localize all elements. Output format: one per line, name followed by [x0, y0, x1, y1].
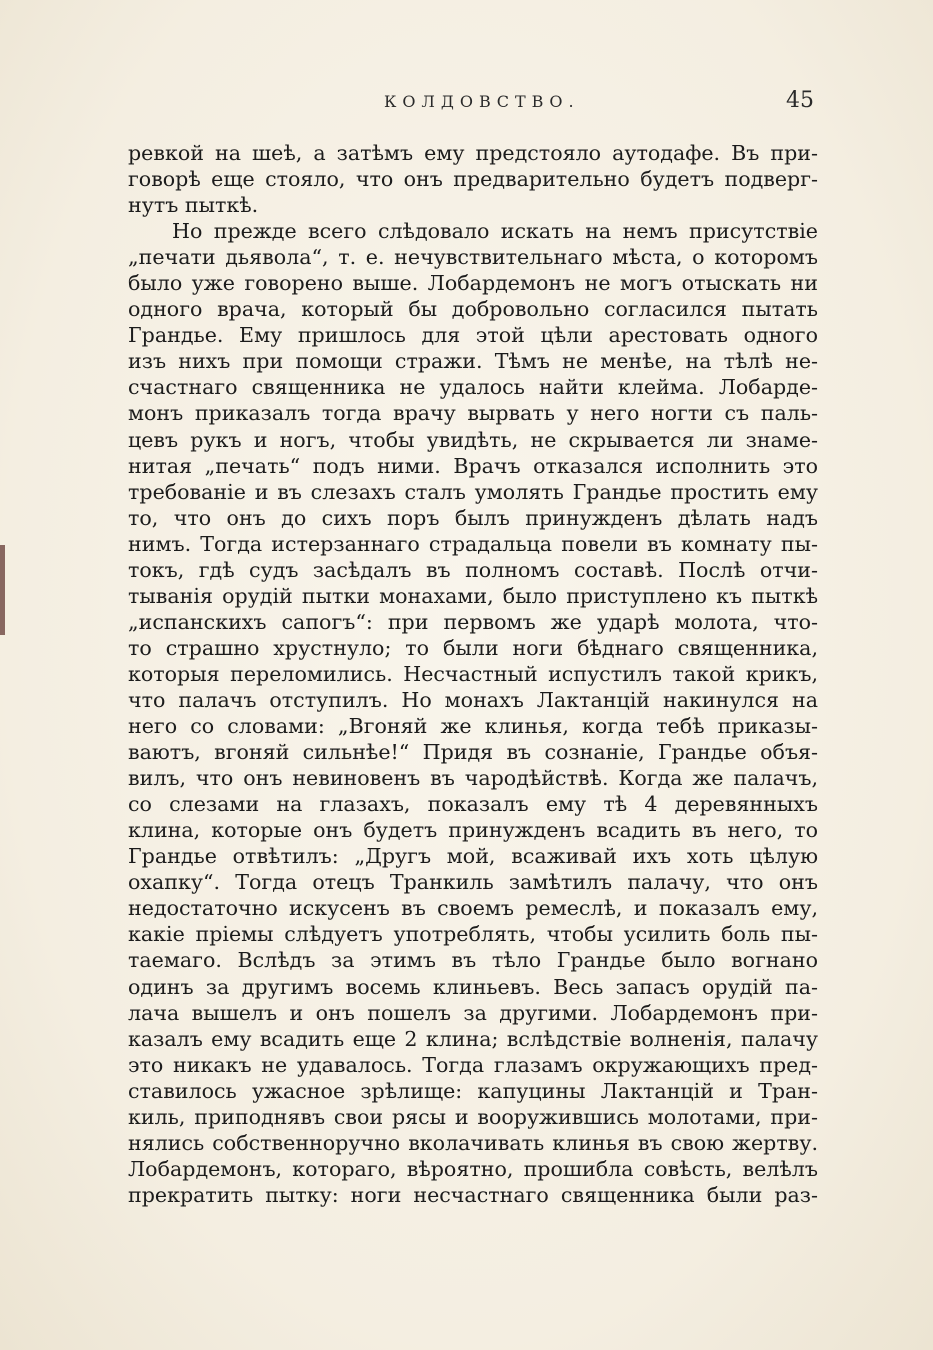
body-text — [128, 140, 818, 1208]
text-line: охапку“. Тогда отецъ Транкиль замѣтилъ палачу, что онъ — [128, 870, 818, 895]
text-line: что палачъ отступилъ. Но монахъ Лактанцій накинулся на — [128, 687, 818, 712]
text-line: ревкой на шеѣ, а затѣмъ ему предстояло аутодафе. Въ при- — [128, 141, 818, 165]
running-title: КОЛДОВСТВО. — [384, 92, 580, 111]
text-line: требованіе и въ слезахъ сталъ умолять Грандье простить ему — [128, 479, 818, 504]
text-line: казалъ ему всадить еще 2 клина; вслѣдствіе волненія, палачу — [128, 1026, 818, 1051]
text-line: со слезами на глазахъ, показалъ ему тѣ 4 деревянныхъ — [128, 792, 818, 817]
text-line: ваютъ, вгоняй сильнѣе!“ Придя въ сознаніе, Грандье объя- — [128, 740, 818, 765]
text-line: Но прежде всего слѣдовало искать на немъ присутствіе — [172, 219, 818, 244]
text-line: нялись собственноручно вколачивать клинья въ свою жертву. — [128, 1130, 818, 1155]
text-line: него со словами: „Вгоняй же клинья, когда тебѣ приказы- — [128, 714, 818, 739]
text-line: киль, приподнявъ свои рясы и вооружившись молотами, при- — [128, 1104, 818, 1129]
text-line: говорѣ еще стояло, что онъ предварительно будетъ подверг- — [128, 167, 818, 192]
text-line: цевъ рукъ и ногъ, чтобы увидѣть, не скрывается ли знаме- — [128, 427, 818, 452]
text-line: то страшно хрустнуло; то были ноги бѣднаго священника, — [128, 635, 818, 660]
text-line: счастнаго священника не удалось найти клейма. Лобарде- — [128, 375, 818, 400]
binding-edge-mark — [0, 545, 5, 635]
text-line: которыя переломились. Несчастный испустилъ такой крикъ, — [128, 661, 818, 686]
text-line: таемаго. Вслѣдъ за этимъ въ тѣло Грандье было вогнано — [128, 948, 818, 973]
text-line: Грандье. Ему пришлось для этой цѣли арестовать одного — [128, 323, 818, 348]
text-line: нитая „печать“ подъ ними. Врачъ отказался исполнить это — [128, 453, 818, 478]
text-line: недостаточно искусенъ въ своемъ ремеслѣ, и показалъ ему, — [128, 896, 818, 921]
text-line: какіе пріемы слѣдуетъ употреблять, чтобы усилить боль пы- — [128, 922, 818, 947]
text-line: было уже говорено выше. Лобардемонъ не могъ отыскать ни — [128, 271, 818, 296]
text-line: то, что онъ до сихъ поръ былъ принужденъ дѣлать надъ — [128, 505, 818, 530]
text-line: изъ нихъ при помощи стражи. Тѣмъ не менѣе, на тѣлѣ не- — [128, 349, 818, 374]
text-line: одинъ за другимъ восемь клиньевъ. Весь запасъ орудій па- — [128, 974, 818, 999]
text-line: это никакъ не удавалось. Тогда глазамъ окружающихъ пред- — [128, 1052, 818, 1077]
text-line: одного врача, который бы добровольно согласился пытать — [128, 297, 818, 322]
text-line: Грандье отвѣтилъ: „Другъ мой, всаживай ихъ хоть цѣлую — [128, 844, 818, 869]
text-line: Лобардемонъ, котораго, вѣроятно, прошибла совѣсть, велѣлъ — [128, 1156, 818, 1181]
text-line: вилъ, что онъ невиновенъ въ чародѣйствѣ. Когда же палачъ, — [128, 766, 818, 791]
text-line: клина, которые онъ будетъ принужденъ всадить въ него, то — [128, 818, 818, 843]
text-line: нутъ пыткѣ. — [128, 193, 259, 218]
text-line: „испанскихъ сапогъ“: при первомъ же ударѣ молота, что- — [128, 609, 818, 634]
text-line: ставилось ужасное зрѣлище: капуцины Лактанцій и Тран- — [128, 1078, 818, 1103]
text-line: лача вышелъ и онъ пошелъ за другими. Лобардемонъ при- — [128, 1000, 818, 1025]
text-line: нимъ. Тогда истерзаннаго страдальца повели въ комнату пы- — [128, 531, 818, 556]
text-line: токъ, гдѣ судъ засѣдалъ въ полномъ составѣ. Послѣ отчи- — [128, 557, 818, 582]
text-line: тыванія орудій пытки монахами, было приступлено къ пыткѣ — [128, 583, 818, 608]
page-number: 45 — [786, 88, 814, 113]
text-line: прекратить пытку: ноги несчастнаго священника были раз- — [128, 1182, 818, 1207]
text-line: „печати дьявола“, т. е. нечувствительнаго мѣста, о которомъ — [128, 245, 818, 270]
text-line: монъ приказалъ тогда врачу вырвать у него ногти съ паль- — [128, 401, 818, 426]
